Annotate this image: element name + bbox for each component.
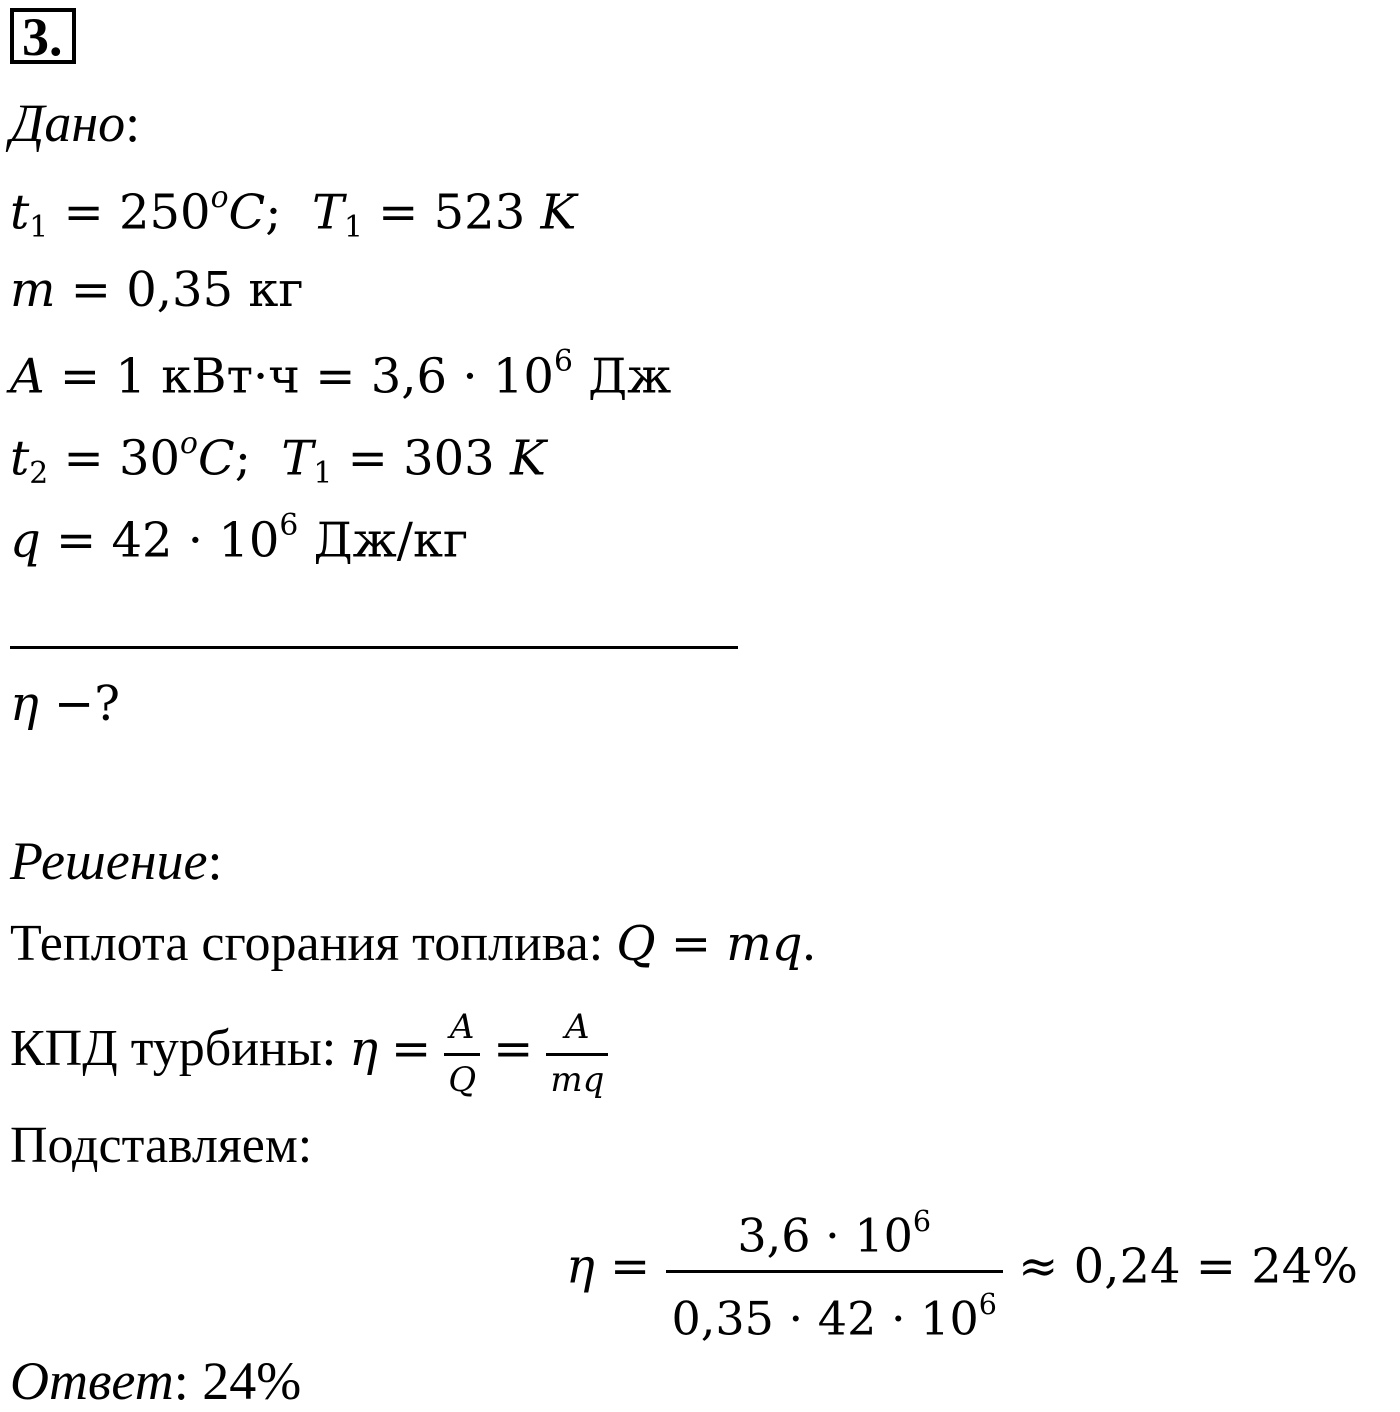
- given-line-mass: m = 0,35 кг: [10, 262, 304, 318]
- given-heading: Дано:: [10, 93, 141, 153]
- find-line: η −?: [10, 676, 120, 732]
- given-line-specific-heat: $q = 42 \cdot 10^6$ Дж/кг: [10, 508, 469, 569]
- answer-line: Ответ: 24%: [10, 1351, 302, 1411]
- efficiency-line: КПД турбины: η = $\frac{A}{Q}$ = $\frac{A}{mq}$: [10, 994, 608, 1104]
- substitute-line: Подставляем:: [10, 1117, 313, 1174]
- given-divider: [10, 646, 738, 649]
- result-fraction: $\frac{3,6 \cdot 10^6}{0,35 \cdot 42 \cdot 10^6}$: [666, 1196, 1003, 1344]
- answer-value: 24%: [202, 1351, 302, 1411]
- result-equation: η = $\frac{3,6 \cdot 10^6}{0,35 \cdot 42 \cdot 10^6}$ ≈ 0,24 = 24%: [566, 1196, 1358, 1344]
- given-label: Дано: [10, 93, 126, 153]
- task-number: 3.: [10, 8, 76, 64]
- fraction-a-over-q: $\frac{A}{Q}$: [444, 1005, 480, 1102]
- heat-line: Теплота сгорания топлива: Q = mq.: [10, 915, 816, 972]
- solution-heading: Решение:: [10, 831, 223, 891]
- given-line-work: A = 1 $кВт\cdot ч = 3,6 \cdot 10^6$ Дж: [10, 344, 672, 405]
- heat-formula: Q = mq: [616, 916, 803, 972]
- given-line-temperature-2: $t_2 = 30^oC$; $T_1 = 303$ K: [10, 426, 546, 491]
- given-line-temperature-1: $t_1 = 250^oC$; $T_1 = 523$ K: [10, 180, 577, 245]
- answer-label: Ответ: [10, 1351, 174, 1411]
- fraction-a-over-mq: $\frac{A}{mq}$: [546, 1005, 608, 1102]
- solution-label: Решение: [10, 831, 208, 891]
